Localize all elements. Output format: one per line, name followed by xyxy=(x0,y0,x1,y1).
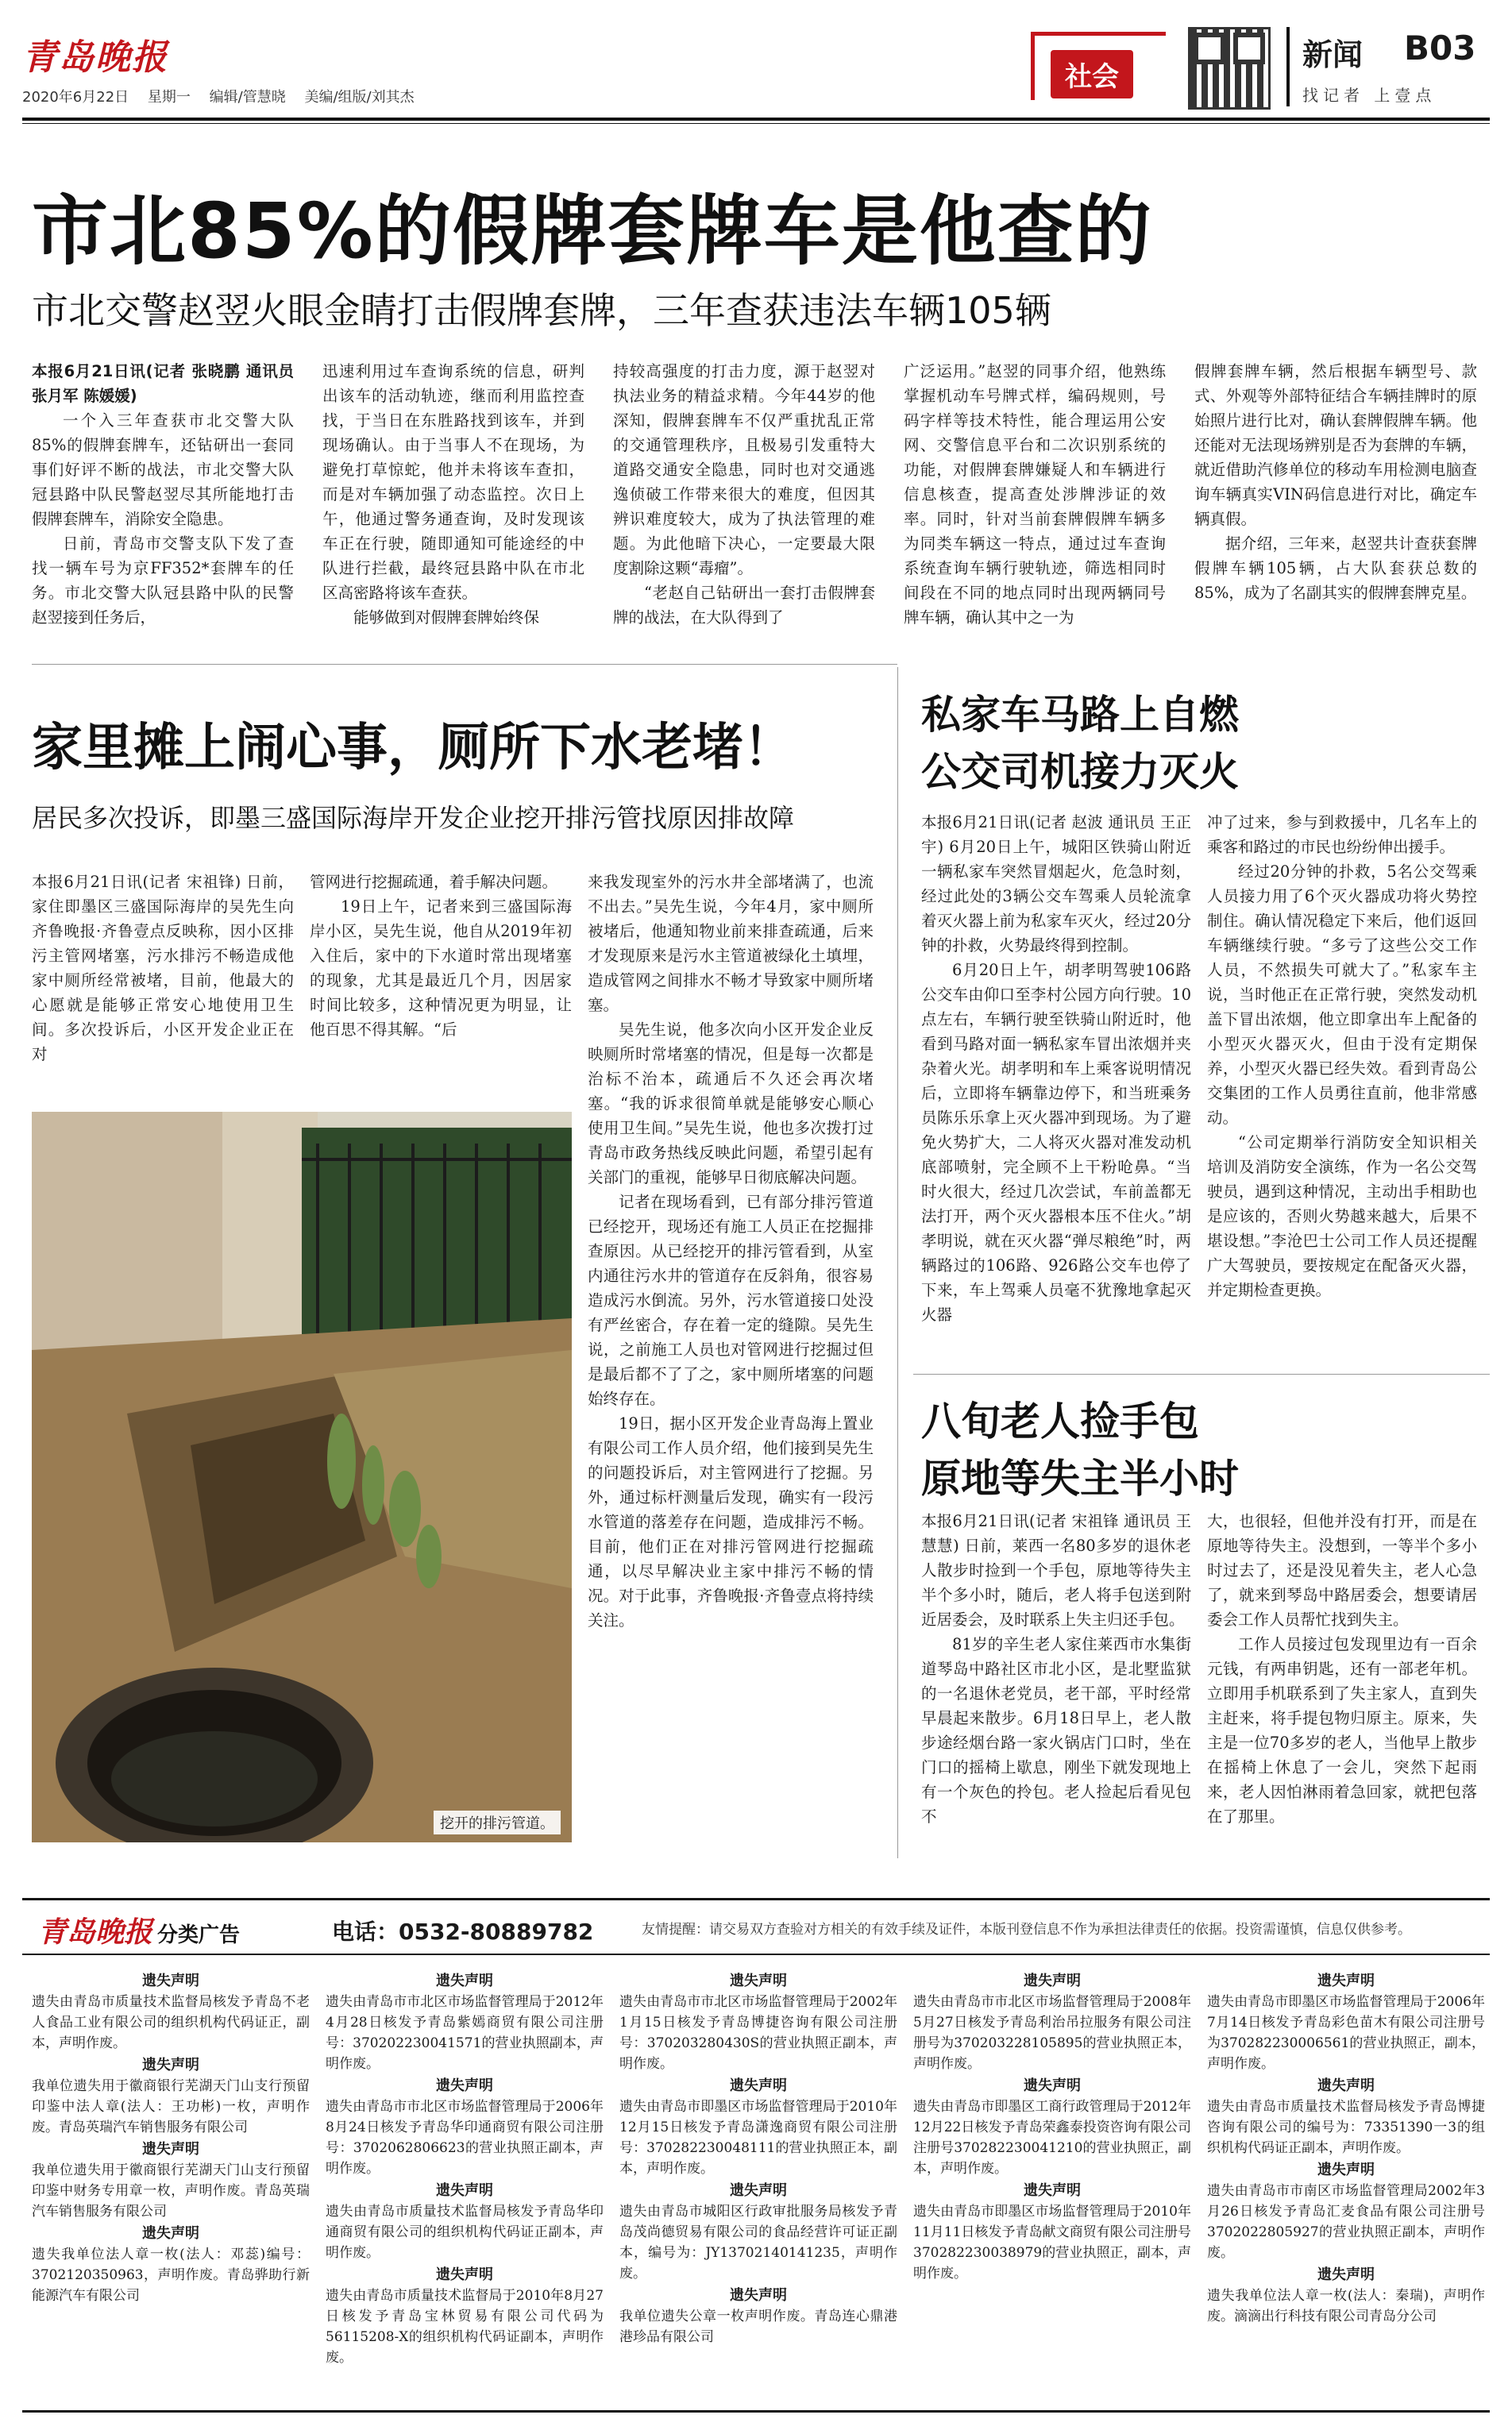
ad-text: 我单位遗失用于徽商银行芜湖天门山支行预留印鉴中法人章(法人：王功彬)一枚，声明作废。青岛英瑞汽车销售服务有限公司 xyxy=(32,2078,310,2135)
masthead xyxy=(22,22,1491,118)
lead-dateline: 本报6月21日讯(记者 张晓鹏 通讯员 张月军 陈媛媛) xyxy=(32,362,294,405)
ad-title: 遗失声明 xyxy=(1024,1973,1081,1989)
lead-paragraph: 日前，青岛市交警支队下发了查找一辆车号为京FF352*套牌车的任务。市北交警大队冠县路中队的民警赵翌接到任务后， xyxy=(32,534,294,627)
ad-title: 遗失声明 xyxy=(436,2077,493,2094)
purse-column-2 xyxy=(1207,1509,1477,1870)
ad-title: 遗失声明 xyxy=(1317,2077,1375,2094)
ad-text: 遗失我单位法人章一枚(法人：邓蕊)编号：3702120350963，声明作废。青岛骅助行新能源汽车有限公司 xyxy=(32,2247,310,2304)
ad-text: 遗失由青岛市市北区市场监督管理局于2012年4月28日核发予青岛紫嫣商贸有限公司注册号：370202230041571的营业执照副本，声明作废。 xyxy=(326,1994,604,2072)
lead-paragraph: 持较高强度的打击力度，源于赵翌对执法业务的精益求精。今年44岁的他深知，假牌套牌车不仅严重扰乱正常的交通管理秩序，且极易引发重特大道路交通安全隐患，同时也对交通逃逸侦破工作带来很大的难度，但因其辨识难度较大，成为了执法管理的难题。为此他暗下决心，一定要最大限度割除这颗“毒瘤”。 xyxy=(613,362,875,577)
lead-column-1 xyxy=(32,359,294,649)
page-number: B03 xyxy=(1404,29,1476,68)
drain-headline: 家里摊上闹心事，厕所下水老堵！ xyxy=(32,719,794,777)
fire-paragraph: 经过20分钟的扑救，5名公交驾乘人员接力用了6个灭火器成功将火势控制住。确认情况稳定下来后，他们返回车辆继续行驶。“多亏了这些公交工作人员，不然损失可就大了。”私家车主说，当时他正在正常行驶，突然发动机盖下冒出浓烟，他立即拿出车上配备的小型灭火器灭火，但由于没有定期保养，小型灭火器已经失效。看到青岛公交集团的工作人员勇往直前，他非常感动。 xyxy=(1207,862,1477,1127)
lead-paragraph: 假牌套牌车辆，然后根据车辆型号、款式、外观等外部特征结合车辆挂牌时的原始照片进行比对，确认套牌假牌车辆。他还能对无法现场辨别是否为套牌的车辆，就近借助汽修单位的移动车用检测电脑查询车辆真实VIN码信息进行对比，确定车辆真假。 xyxy=(1194,362,1477,528)
purse-headline-line2: 原地等失主半小时 xyxy=(921,1456,1239,1502)
drain-column-3 xyxy=(588,870,874,1870)
excavated-drain-image xyxy=(32,1112,572,1842)
fire-column-2 xyxy=(1207,810,1477,1402)
ad-text: 遗失由青岛市质量技术监督局核发予青岛博捷咨询有限公司的编号为：73351390一3的组织机构代码证正副本，声明作废。 xyxy=(1207,2099,1485,2156)
classified-column xyxy=(32,1969,310,2406)
reporter-note: 找记者 上壹点 xyxy=(1302,86,1437,105)
ad-text: 遗失由青岛市市北区市场监督管理局于2006年8月24日核发予青岛华印通商贸有限公司注册号：3702062806623的营业执照正副本，声明作废。 xyxy=(326,2099,604,2177)
ad-text: 遗失我单位法人章一枚(法人：秦瑞)，声明作废。滴滴出行科技有限公司青岛分公司 xyxy=(1207,2288,1485,2324)
purse-paragraph: 工作人员接过包发现里边有一百余元钱，有两串钥匙，还有一部老年机。立即用手机联系到了失主家人，直到失主赶来，将手提包物归原主。原来，失主是一位70多岁的老人，当他早上散步在摇椅上休息了一会儿，突然下起雨来，老人因怕淋雨着急回家，就把包落在了那里。 xyxy=(1207,1635,1477,1826)
column-separator xyxy=(897,667,898,1858)
purse-paragraph: 81岁的辛生老人家住莱西市水集街道琴岛中路社区市北小区，是北墅监狱的一名退休老党员，老干部，平时经常早晨起来散步。6月18日早上，老人散步途经烟台路一家火锅店门口时，坐在门口的摇椅上歇息，刚坐下就发现地上有一个灰色的拎包。老人捡起后看见包不 xyxy=(921,1635,1191,1826)
drain-column-2 xyxy=(310,870,572,1100)
ad-title: 遗失声明 xyxy=(436,1973,493,1989)
ad-title: 遗失声明 xyxy=(730,2077,787,2094)
header-divider xyxy=(1286,27,1290,106)
classified-column xyxy=(619,1969,897,2406)
story-separator xyxy=(32,664,897,665)
editor-credit: 编辑/管慧晓 xyxy=(209,89,286,106)
ad-text: 遗失由青岛市质量技术监督局于2010年8月27日核发予青岛宝林贸易有限公司代码为56115208-X的组织机构代码证副本，声明作废。 xyxy=(326,2288,604,2366)
designer-credit: 美编/组版/刘其杰 xyxy=(304,89,415,106)
ad-text: 我单位遗失公章一枚声明作废。青岛连心鼎港港珍品有限公司 xyxy=(619,2309,897,2345)
section-tab xyxy=(1031,32,1166,100)
ad-title: 遗失声明 xyxy=(142,1973,199,1989)
ad-title: 遗失声明 xyxy=(730,2182,787,2199)
fire-paragraph: 冲了过来，参与到救援中，几名车上的乘客和路过的市民也纷纷伸出援手。 xyxy=(1207,813,1477,856)
ad-text: 遗失由青岛市即墨区工商行政管理局于2012年12月22日核发予青岛荣鑫泰投资咨询有限公司注册号370282230041210的营业执照正，副本，声明作废。 xyxy=(913,2099,1191,2177)
lead-paragraph: 据介绍，三年来，赵翌共计查获套牌假牌车辆105辆，占大队套获总数的85%，成为了名副其实的假牌套牌克星。 xyxy=(1194,534,1477,602)
ad-text: 遗失由青岛市市南区市场监督管理局2002年3月26日核发予青岛汇麦食品有限公司注册号370202280592​7的营业执照正副本，声明作废。 xyxy=(1207,2183,1485,2261)
classified-header xyxy=(22,1898,1490,1955)
ad-title: 遗失声明 xyxy=(1317,1973,1375,1989)
issue-weekday: 星期一 xyxy=(147,89,191,106)
ad-title: 遗失声明 xyxy=(1317,2266,1375,2283)
fire-paragraph: 6月20日上午，胡孝明驾驶106路公交车由仰口至李村公园方向行驶。10点左右，车辆行驶至铁骑山附近时，他看到马路对面一辆私家车冒出浓烟并夹杂着火光。胡孝明和车上乘客说明情况后，立即将车辆靠边停下，和当班乘务员陈乐乐拿上灭火器冲到现场。为了避免火势扩大，二人将灭火器对准发动机底部喷射，完全顾不上干粉呛鼻。“当时火很大，经过几次尝试，车前盖都无法打开，两个灭火器根本压不住火。”胡孝明说，就在灭火器“弹尽粮绝”时，两辆路过的106路、926路公交车也停了下来，车上驾乘人员毫不犹豫地拿起灭火器 xyxy=(921,961,1191,1324)
ad-text: 遗失由青岛市市北区市场监督管理局于2008年5月27日核发予青岛利治吊拉服务有限公司注册号为370203228105895的营业执照正本，声明作废。 xyxy=(913,1994,1191,2072)
lead-headline: 市北85%的假牌套牌车是他查的 xyxy=(32,187,1153,276)
ad-title: 遗失声明 xyxy=(1024,2077,1081,2094)
fire-paragraph: 本报6月21日讯(记者 赵波 通讯员 王正宇) 6月20日上午，城阳区铁骑山附近一辆私家车突然冒烟起火，危急时刻，经过此处的3辆公交车驾乘人员轮流拿着灭火器上前为私家车灭火，经过20分钟的扑救，火势最终得到控制。 xyxy=(921,813,1191,955)
classified-logo xyxy=(38,1910,240,1950)
masthead-rule xyxy=(22,118,1490,121)
drain-paragraph: 记者在现场看到，已有部分排污管道已经挖开，现场还有施工人员正在挖掘排查原因。从已经挖开的排污管看到，从室内通往污水井的管道存在反斜角，很容易造成污水倒流。另外，污水管道接口处没有严丝密合，存在着一定的缝隙。吴先生说，之前施工人员也对管网进行挖掘过但是最后都不了了之，家中厕所堵塞的问题始终存在。 xyxy=(588,1193,874,1408)
drain-photo xyxy=(32,1112,572,1842)
section-tag: 社会 xyxy=(1051,50,1133,98)
fire-paragraph: “公司定期举行消防安全知识相关培训及消防安全演练，作为一名公交驾驶员，遇到这种情况，主动出手相助也是应该的，否则火势越来越大，后果不堪设想。”李沧巴士公司工作人员还提醒广大驾驶员，要按规定在配备灭火器，并定期检查更换。 xyxy=(1207,1133,1477,1299)
drain-paragraph: 19日，据小区开发企业青岛海上置业有限公司工作人员介绍，他们接到吴先生的问题投诉后，对主管网进行了挖掘。另外，通过标杆测量后发现，确实有一段污水管道的落差存在问题，造成排污不畅。目前，他们正在对排污管网进行挖掘疏通，以尽早解决业主家中排污不畅的情况。对于此事，齐鲁晚报·齐鲁壹点将持续关注。 xyxy=(588,1414,874,1630)
ad-title: 遗失声明 xyxy=(142,2141,199,2158)
news-label: 新闻 xyxy=(1302,37,1364,72)
classified-column xyxy=(913,1969,1191,2406)
ad-text: 遗失由青岛市即墨区市场监督管理局于2010年11月11日核发予青岛献文商贸有限公司注册号370282230038979的营业执照正，副本，声明作废。 xyxy=(913,2204,1191,2282)
ad-title: 遗失声明 xyxy=(436,2266,493,2283)
fire-column-1 xyxy=(921,810,1191,1402)
issue-date: 2020年6月22日 xyxy=(22,89,129,106)
classified-column xyxy=(1207,1969,1485,2406)
qr-code-icon xyxy=(1188,27,1271,110)
dateline xyxy=(22,86,429,106)
ad-title: 遗失声明 xyxy=(1024,2182,1081,2199)
ad-title: 遗失声明 xyxy=(730,1973,787,1989)
lead-column-2 xyxy=(322,359,584,649)
classified-disclaimer: 友情提醒：请交易双方查验对方相关的有效手续及证件，本版刊登信息不作为承担法律责任的依据。投资需谨慎，信息仅供参考。 xyxy=(642,1922,1411,1938)
masthead-rule-thin xyxy=(22,123,1490,124)
bottom-rule xyxy=(22,2410,1490,2413)
ad-title: 遗失声明 xyxy=(1317,2162,1375,2178)
drain-subheadline: 居民多次投诉，即墨三盛国际海岸开发企业挖开排污管找原因排故障 xyxy=(32,803,795,833)
classified-column xyxy=(326,1969,604,2406)
lead-paragraph: 迅速利用过车查询系统的信息，研判出该车的活动轨迹，继而利用监控查找，于当日在东胜路找到该车，并到现场确认。由于当事人不在现场，为避免打草惊蛇，他并未将该车查扣，而是对车辆加强了动态监控。次日上午，他通过警务通查询，及时发现该车正在行驶，随即通知可能途经的中队进行拦截，最终冠县路中队在市北区高密路将该车查获。 xyxy=(322,362,584,602)
story-separator xyxy=(913,1374,1490,1375)
ad-text: 遗失由青岛市即墨区市场监督管理局于2006年7月14日核发予青岛彩色苗木有限公司注册号为370282230006561的营业执照正，副本，声明作废。 xyxy=(1207,1994,1485,2072)
drain-paragraph: 吴先生说，他多次向小区开发企业反映厕所时常堵塞的情况，但是每一次都是治标不治本，疏通后不久还会再次堵塞。“我的诉求很简单就是能够安心顺心使用卫生间。”吴先生说，他也多次拨打过青岛市政务热线反映此问题，希望引起有关部门的重视，能够早日彻底解决问题。 xyxy=(588,1020,874,1186)
ad-title: 遗失声明 xyxy=(142,2057,199,2073)
drain-paragraph: 19日上午，记者来到三盛国际海岸小区，吴先生说，他自从2019年初入住后，家中的下水道时常出现堵塞的现象，尤其是最近几个月，因居家时间比较多，这种情况更为明显，让他百思不得其解。“后 xyxy=(310,897,572,1039)
lead-column-3 xyxy=(613,359,875,649)
ad-text: 遗失由青岛市即墨区市场监督管理局于2010年12月15日核发予青岛潇逸商贸有限公司注册号：370282230048111的营业执照正本，副本，声明作废。 xyxy=(619,2099,897,2177)
drain-paragraph: 管网进行挖掘疏通，着手解决问题。 xyxy=(310,873,558,891)
lead-column-4 xyxy=(904,359,1166,649)
lead-paragraph: 一个入三年查获市北交警大队85%的假牌套牌车，还钻研出一套同事们好评不断的战法，市北交警大队冠县路中队民警赵翌尽其所能地打击假牌套牌车，消除安全隐患。 xyxy=(32,411,294,528)
ad-title: 遗失声明 xyxy=(730,2287,787,2304)
ad-text: 我单位遗失用于徽商银行芜湖天门山支行预留印鉴中财务专用章一枚，声明作废。青岛英瑞汽车销售服务有限公司 xyxy=(32,2162,310,2220)
ad-title: 遗失声明 xyxy=(436,2182,493,2199)
ad-text: 遗失由青岛市质量技术监督局核发予青岛不老人食品工业有限公司的组织机构代码证正，副本，声明作废。 xyxy=(32,1994,310,2051)
classified-phone: 电话：0532-80889782 xyxy=(332,1919,594,1945)
lead-paragraph: “老赵自己钻研出一套打击假牌套牌的战法，在大队得到了 xyxy=(613,584,875,627)
lead-subheadline: 市北交警赵翌火眼金睛打击假牌套牌，三年查获违法车辆105辆 xyxy=(32,289,1051,332)
drain-column-1 xyxy=(32,870,294,1100)
drain-paragraph: 本报6月21日讯(记者 宋祖锋) 日前，家住即墨区三盛国际海岸的吴先生向齐鲁晚报·齐鲁壹点反映称，因小区排污主管网堵塞，污水排污不畅造成他家中厕所经常被堵，目前，他最大的心愿就是能够正常安心地使用卫生间。多次投诉后，小区开发企业正在对 xyxy=(32,873,294,1063)
purse-paragraph: 本报6月21日讯(记者 宋祖锋 通讯员 王慧慧) 日前，莱西一名80多岁的退休老人散步时捡到一个手包，原地等待失主半个多小时，随后，老人将手包送到附近居委会，及时联系上失主归还手包。 xyxy=(921,1512,1191,1629)
fire-headline-line1: 私家车马路上自燃 xyxy=(921,692,1239,738)
ad-text: 遗失由青岛市城阳区行政审批服务局核发予青岛茂尚德贸易有限公司的食品经营许可证正副本，编号为：JY13702140141235，声明作废。 xyxy=(619,2204,897,2282)
classified-brand: 青岛晚报 xyxy=(38,1915,153,1949)
classified-suffix: 分类广告 xyxy=(157,1923,241,1947)
newspaper-logo: 青岛晚报 xyxy=(22,37,168,78)
lead-paragraph: 广泛运用。”赵翌的同事介绍，他熟练掌握机动车号牌式样，编码规则，号码字样等技术特性，能合理运用公安网、交警信息平台和二次识别系统的功能，对假牌套牌嫌疑人和车辆进行信息核查，提高查处涉牌涉证的效率。同时，针对当前套牌假牌车辆多为同类车辆这一特点，通过过车查询系统查询车辆行驶轨迹，筛选相同时间段在不同的地点同时出现两辆同号牌车辆，确认其中之一为 xyxy=(904,362,1166,627)
lead-column-5 xyxy=(1194,359,1477,649)
drain-paragraph: 来我发现室外的污水井全部堵满了，也流不出去。”吴先生说，今年4月，家中厕所被堵后，他通知物业前来排查疏通，后来才发现原来是污水主管道被绿化土填埋，造成管网之间排水不畅才导致家中厕所堵塞。 xyxy=(588,873,874,1014)
ad-text: 遗失由青岛市市北区市场监督管理局于2002年1月15日核发予青岛博捷咨询有限公司注册号：370203280430S的营业执照正副本，声明作废。 xyxy=(619,1994,897,2072)
purse-headline-line1: 八旬老人捡手包 xyxy=(921,1398,1199,1445)
ad-text: 遗失由青岛市质量技术监督局核发予青岛华印通商贸有限公司的组织机构代码证正副本，声明作废。 xyxy=(326,2204,604,2261)
lead-paragraph: 能够做到对假牌套牌始终保 xyxy=(353,608,540,627)
purse-paragraph: 大，也很轻，但他并没有打开，而是在原地等待失主。没想到，一等半个多小时过去了，还是没见着失主，老人心急了，就来到琴岛中路居委会，想要请居委会工作人员帮忙找到失主。 xyxy=(1207,1512,1477,1629)
fire-headline-line2: 公交司机接力灭火 xyxy=(921,749,1239,795)
purse-column-1 xyxy=(921,1509,1191,1870)
ad-title: 遗失声明 xyxy=(142,2225,199,2242)
photo-caption: 挖开的排污管道。 xyxy=(434,1811,561,1834)
